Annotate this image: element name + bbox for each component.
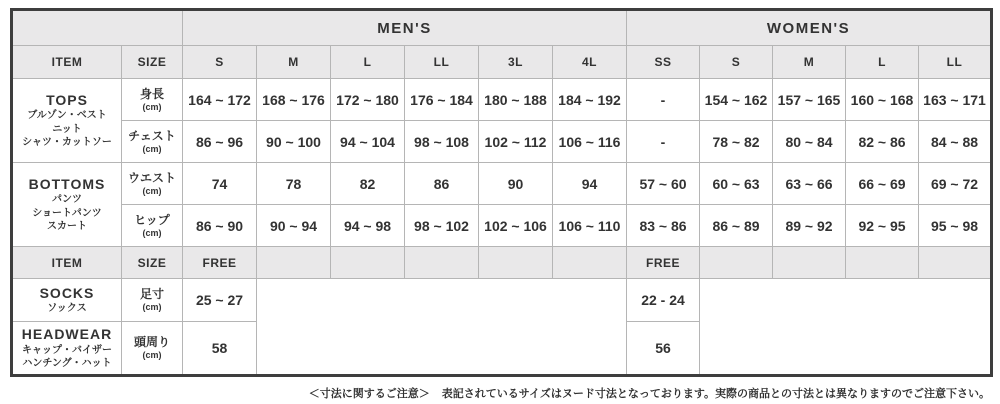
blank-header-cell xyxy=(257,247,331,279)
value-cell: 86 ~ 89 xyxy=(700,205,773,247)
measure-label: ウエスト xyxy=(127,170,176,185)
item-cell-headwear xyxy=(12,322,122,376)
womens-free-header: FREE xyxy=(627,247,700,279)
measure-unit: (cm) xyxy=(142,143,162,154)
mens-size-header: S xyxy=(183,46,257,79)
value-cell: 94 ~ 104 xyxy=(331,121,405,163)
mens-group-header: MEN'S xyxy=(183,10,627,46)
size-col-header: SIZE xyxy=(122,247,183,279)
mens-size-header: 3L xyxy=(479,46,553,79)
value-cell: 106 ~ 110 xyxy=(553,205,627,247)
value-cell: 102 ~ 112 xyxy=(479,121,553,163)
value-cell: 74 xyxy=(183,163,257,205)
measure-label-cell xyxy=(122,163,183,205)
measure-label: 足寸 xyxy=(139,287,164,302)
value-cell: 184 ~ 192 xyxy=(553,79,627,121)
value-cell: - xyxy=(627,79,700,121)
item-title: BOTTOMS xyxy=(28,176,106,193)
merged-blank-cell xyxy=(257,279,627,376)
value-cell: 180 ~ 188 xyxy=(479,79,553,121)
measure-label-cell xyxy=(122,121,183,163)
blank-header-cell xyxy=(919,247,992,279)
blank-header-cell xyxy=(846,247,919,279)
value-cell: 83 ~ 86 xyxy=(627,205,700,247)
item-title: HEADWEAR xyxy=(21,326,113,343)
measure-label-cell xyxy=(122,205,183,247)
item-subtitle: ソックス xyxy=(47,303,87,315)
blank-header-cell xyxy=(700,247,773,279)
womens-size-header: S xyxy=(700,46,773,79)
item-subtitle: シャツ・カットソー xyxy=(22,137,112,149)
item-title: SOCKS xyxy=(39,285,95,302)
value-cell: 154 ~ 162 xyxy=(700,79,773,121)
item-subtitle: ブルゾン・ベスト xyxy=(27,110,107,122)
value-cell: 106 ~ 116 xyxy=(553,121,627,163)
value-cell: 25 ~ 27 xyxy=(183,279,257,322)
value-cell: 102 ~ 106 xyxy=(479,205,553,247)
note-text: 表記されているサイズはヌード寸法となっております。実際の商品との寸法とは異なりますのでご注意下さい。 xyxy=(441,388,990,400)
value-cell: 86 ~ 90 xyxy=(183,205,257,247)
value-cell: 95 ~ 98 xyxy=(919,205,992,247)
measure-unit: (cm) xyxy=(142,101,162,112)
item-subtitle: ショートパンツ xyxy=(32,207,102,219)
measure-unit: (cm) xyxy=(142,185,162,196)
value-cell: 90 ~ 94 xyxy=(257,205,331,247)
womens-group-header: WOMEN'S xyxy=(627,10,992,46)
value-cell: 176 ~ 184 xyxy=(405,79,479,121)
womens-size-header: SS xyxy=(627,46,700,79)
value-cell: 92 ~ 95 xyxy=(846,205,919,247)
measure-unit: (cm) xyxy=(142,350,162,361)
value-cell: 84 ~ 88 xyxy=(919,121,992,163)
measure-label-cell xyxy=(122,279,183,322)
value-cell: 168 ~ 176 xyxy=(257,79,331,121)
value-cell: 89 ~ 92 xyxy=(773,205,846,247)
blank-header-cell xyxy=(331,247,405,279)
item-cell-tops xyxy=(12,79,122,163)
value-cell: 69 ~ 72 xyxy=(919,163,992,205)
value-cell: - xyxy=(627,121,700,163)
value-cell: 60 ~ 63 xyxy=(700,163,773,205)
mens-free-header: FREE xyxy=(183,247,257,279)
womens-size-header: LL xyxy=(919,46,992,79)
value-cell: 78 xyxy=(257,163,331,205)
value-cell: 172 ~ 180 xyxy=(331,79,405,121)
item-subtitle: ハンチング・ハット xyxy=(22,358,112,370)
measure-unit: (cm) xyxy=(142,302,162,313)
measure-unit: (cm) xyxy=(142,227,162,238)
value-cell: 86 xyxy=(405,163,479,205)
blank-header-cell xyxy=(553,247,627,279)
size-note xyxy=(309,385,990,401)
value-cell: 94 xyxy=(553,163,627,205)
value-cell: 90 ~ 100 xyxy=(257,121,331,163)
measure-label: 頭周り xyxy=(133,335,170,350)
mens-size-header: LL xyxy=(405,46,479,79)
measure-label-cell xyxy=(122,322,183,376)
value-cell: 94 ~ 98 xyxy=(331,205,405,247)
blank-header-cell xyxy=(773,247,846,279)
value-cell: 22 - 24 xyxy=(627,279,700,322)
mens-size-header: M xyxy=(257,46,331,79)
size-col-header: SIZE xyxy=(122,46,183,79)
mens-size-header: L xyxy=(331,46,405,79)
corner-blank-cell xyxy=(12,10,183,46)
item-subtitle: スカート xyxy=(47,221,87,233)
blank-header-cell xyxy=(405,247,479,279)
value-cell: 57 ~ 60 xyxy=(627,163,700,205)
item-subtitle: パンツ xyxy=(52,194,82,206)
merged-blank-cell xyxy=(700,279,992,376)
value-cell: 98 ~ 108 xyxy=(405,121,479,163)
measure-label: ヒップ xyxy=(134,212,170,227)
value-cell: 164 ~ 172 xyxy=(183,79,257,121)
value-cell: 82 xyxy=(331,163,405,205)
womens-size-header: L xyxy=(846,46,919,79)
value-cell: 86 ~ 96 xyxy=(183,121,257,163)
value-cell: 82 ~ 86 xyxy=(846,121,919,163)
value-cell: 66 ~ 69 xyxy=(846,163,919,205)
value-cell: 90 xyxy=(479,163,553,205)
item-cell-bottoms xyxy=(12,163,122,247)
item-title: TOPS xyxy=(46,92,88,109)
size-chart-table xyxy=(10,8,993,377)
value-cell: 157 ~ 165 xyxy=(773,79,846,121)
item-col-header: ITEM xyxy=(12,247,122,279)
value-cell: 58 xyxy=(183,322,257,376)
value-cell: 160 ~ 168 xyxy=(846,79,919,121)
item-cell-socks xyxy=(12,279,122,322)
value-cell: 56 xyxy=(627,322,700,376)
blank-header-cell xyxy=(479,247,553,279)
note-label: ＜寸法に関するご注意＞ xyxy=(308,388,430,400)
value-cell: 63 ~ 66 xyxy=(773,163,846,205)
value-cell: 98 ~ 102 xyxy=(405,205,479,247)
measure-label-cell xyxy=(122,79,183,121)
value-cell: 163 ~ 171 xyxy=(919,79,992,121)
mens-size-header: 4L xyxy=(553,46,627,79)
womens-size-header: M xyxy=(773,46,846,79)
item-subtitle: キャップ・バイザー xyxy=(22,344,112,356)
item-subtitle: ニット xyxy=(52,123,82,135)
measure-label: チェスト xyxy=(128,128,176,143)
value-cell: 80 ~ 84 xyxy=(773,121,846,163)
value-cell: 78 ~ 82 xyxy=(700,121,773,163)
measure-label: 身長 xyxy=(139,86,164,101)
item-col-header: ITEM xyxy=(12,46,122,79)
